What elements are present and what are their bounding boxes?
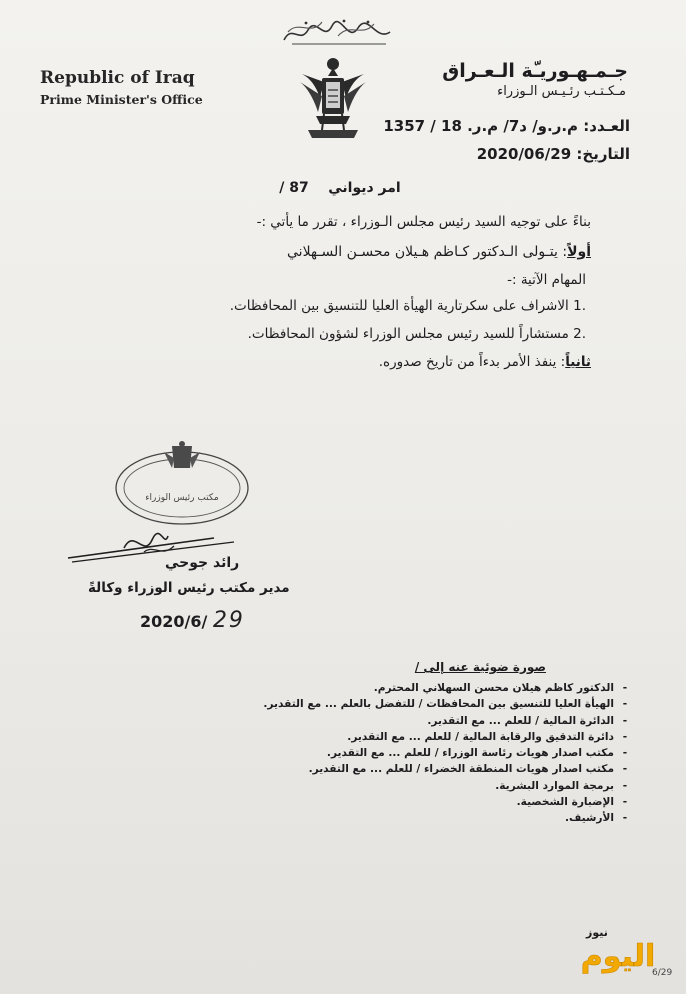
document-date-row — [477, 145, 630, 163]
task-item — [230, 298, 586, 314]
cc-item — [76, 713, 636, 729]
document-date-value: 2020/06/29 — [476, 145, 572, 163]
cc-dash: - — [622, 763, 628, 776]
cc-item-text: الهيأة العليا للتنسيق بين المحافظات / للتفضل بالعلم ... مع التقدير. — [263, 698, 614, 711]
office-stamp-icon — [112, 438, 252, 528]
document-number-row — [383, 117, 630, 135]
first-clause-text: : يتـولى الـدكتور كـاظم هـيلان محسـن السـهلاني — [287, 244, 568, 260]
cc-dash: - — [622, 779, 628, 792]
stamp-text: مكتب رئيس الوزراء — [145, 493, 219, 503]
cc-dash: - — [622, 730, 628, 743]
task-item-number: .2 — [573, 326, 586, 342]
cc-list — [76, 680, 636, 827]
header-arabic-subtitle: مـكـتـب رئـيـس الـوزراء — [497, 84, 626, 99]
cc-dash: - — [622, 747, 628, 760]
cc-dash: - — [622, 698, 628, 711]
task-item-text: مستشاراً للسيد رئيس مجلس الوزراء لشؤون المحافظات. — [247, 326, 569, 342]
document-date-label: التاريخ: — [576, 145, 630, 163]
cc-item-text: الدكتور كاظم هيلان محسن السهلاني المحترم. — [373, 682, 614, 694]
cc-dash: - — [622, 796, 628, 809]
header-arabic-title: جـمـهـوريـّة الـعـراق — [442, 60, 628, 82]
page-number: 6/29 — [652, 968, 673, 978]
task-item-text: الاشراف على سكرتارية الهيأة العليا للتنسيق بين المحافظات. — [229, 298, 569, 314]
signer-title: مدير مكتب رئيس الوزراء وكالةً — [88, 580, 290, 596]
cc-item — [76, 794, 636, 810]
cc-item-text: الدائرة المالية / للعلم ... مع التقدير. — [427, 714, 614, 727]
cc-dash: - — [622, 812, 628, 825]
signer-name: رائد جوحي — [165, 555, 240, 571]
second-clause-text: : ينفذ الأمر بدءاً من تاريخ صدوره. — [378, 354, 566, 370]
cc-item-text: الأرشيف. — [564, 812, 614, 825]
cc-item-text: دائرة التدقيق والرقابة المالية / للعلم ... مع التقدير. — [347, 730, 614, 743]
header-english-subtitle: Prime Minister's Office — [40, 92, 203, 107]
task-item-number: .1 — [573, 298, 586, 314]
cc-item-text: برمجة الموارد البشرية. — [495, 779, 614, 792]
order-title: امر ديواني — [328, 180, 401, 196]
document-number-value: م.ر.و/ د7/ م.ر. 18 / 1357 — [383, 117, 579, 135]
cc-item — [76, 761, 636, 777]
signature-date — [140, 608, 245, 633]
cc-item — [76, 745, 636, 761]
cc-item — [76, 696, 636, 712]
watermark-text: اليوم — [580, 939, 656, 974]
cc-dash: - — [622, 682, 628, 694]
cc-dash: - — [622, 714, 628, 727]
signature-date-printed: 2020/6/ — [140, 612, 208, 631]
cc-item — [76, 729, 636, 745]
body-first-clause — [287, 244, 591, 260]
watermark-small: نيوز — [586, 926, 608, 939]
task-item — [248, 326, 586, 342]
cc-title: صورة ضوئية عنه إلى / — [414, 660, 546, 674]
first-clause-label: أولاً — [567, 244, 591, 260]
order-heading — [250, 180, 430, 196]
cc-item-text: مكتب اصدار هويات المنطقة الخضراء / للعلم ... مع التقدير. — [308, 763, 614, 776]
order-number: 87 / — [279, 180, 309, 196]
second-clause-label: ثانياً — [565, 354, 591, 370]
cc-item — [76, 778, 636, 794]
watermark-logo-icon — [572, 922, 662, 978]
cc-item-text: الإضبارة الشخصية. — [516, 796, 614, 809]
cc-item-text: مكتب اصدار هويات رئاسة الوزراء / للعلم ... مع التقدير. — [326, 747, 614, 760]
body-second-clause — [379, 354, 591, 370]
iraq-eagle-emblem-icon — [298, 52, 368, 144]
cc-item — [76, 680, 636, 696]
basmala-calligraphy-icon — [278, 14, 398, 50]
document-number-label: العـدد: — [583, 117, 630, 135]
header-english-title: Republic of Iraq — [40, 68, 195, 88]
signature-date-handwritten: 29 — [212, 608, 245, 633]
tasks-label: المهام الآتية :- — [507, 272, 586, 288]
cc-item — [76, 810, 636, 826]
body-intro: بناءً على توجيه السيد رئيس مجلس الـوزراء ، تقرر ما يأتي :- — [256, 214, 591, 230]
